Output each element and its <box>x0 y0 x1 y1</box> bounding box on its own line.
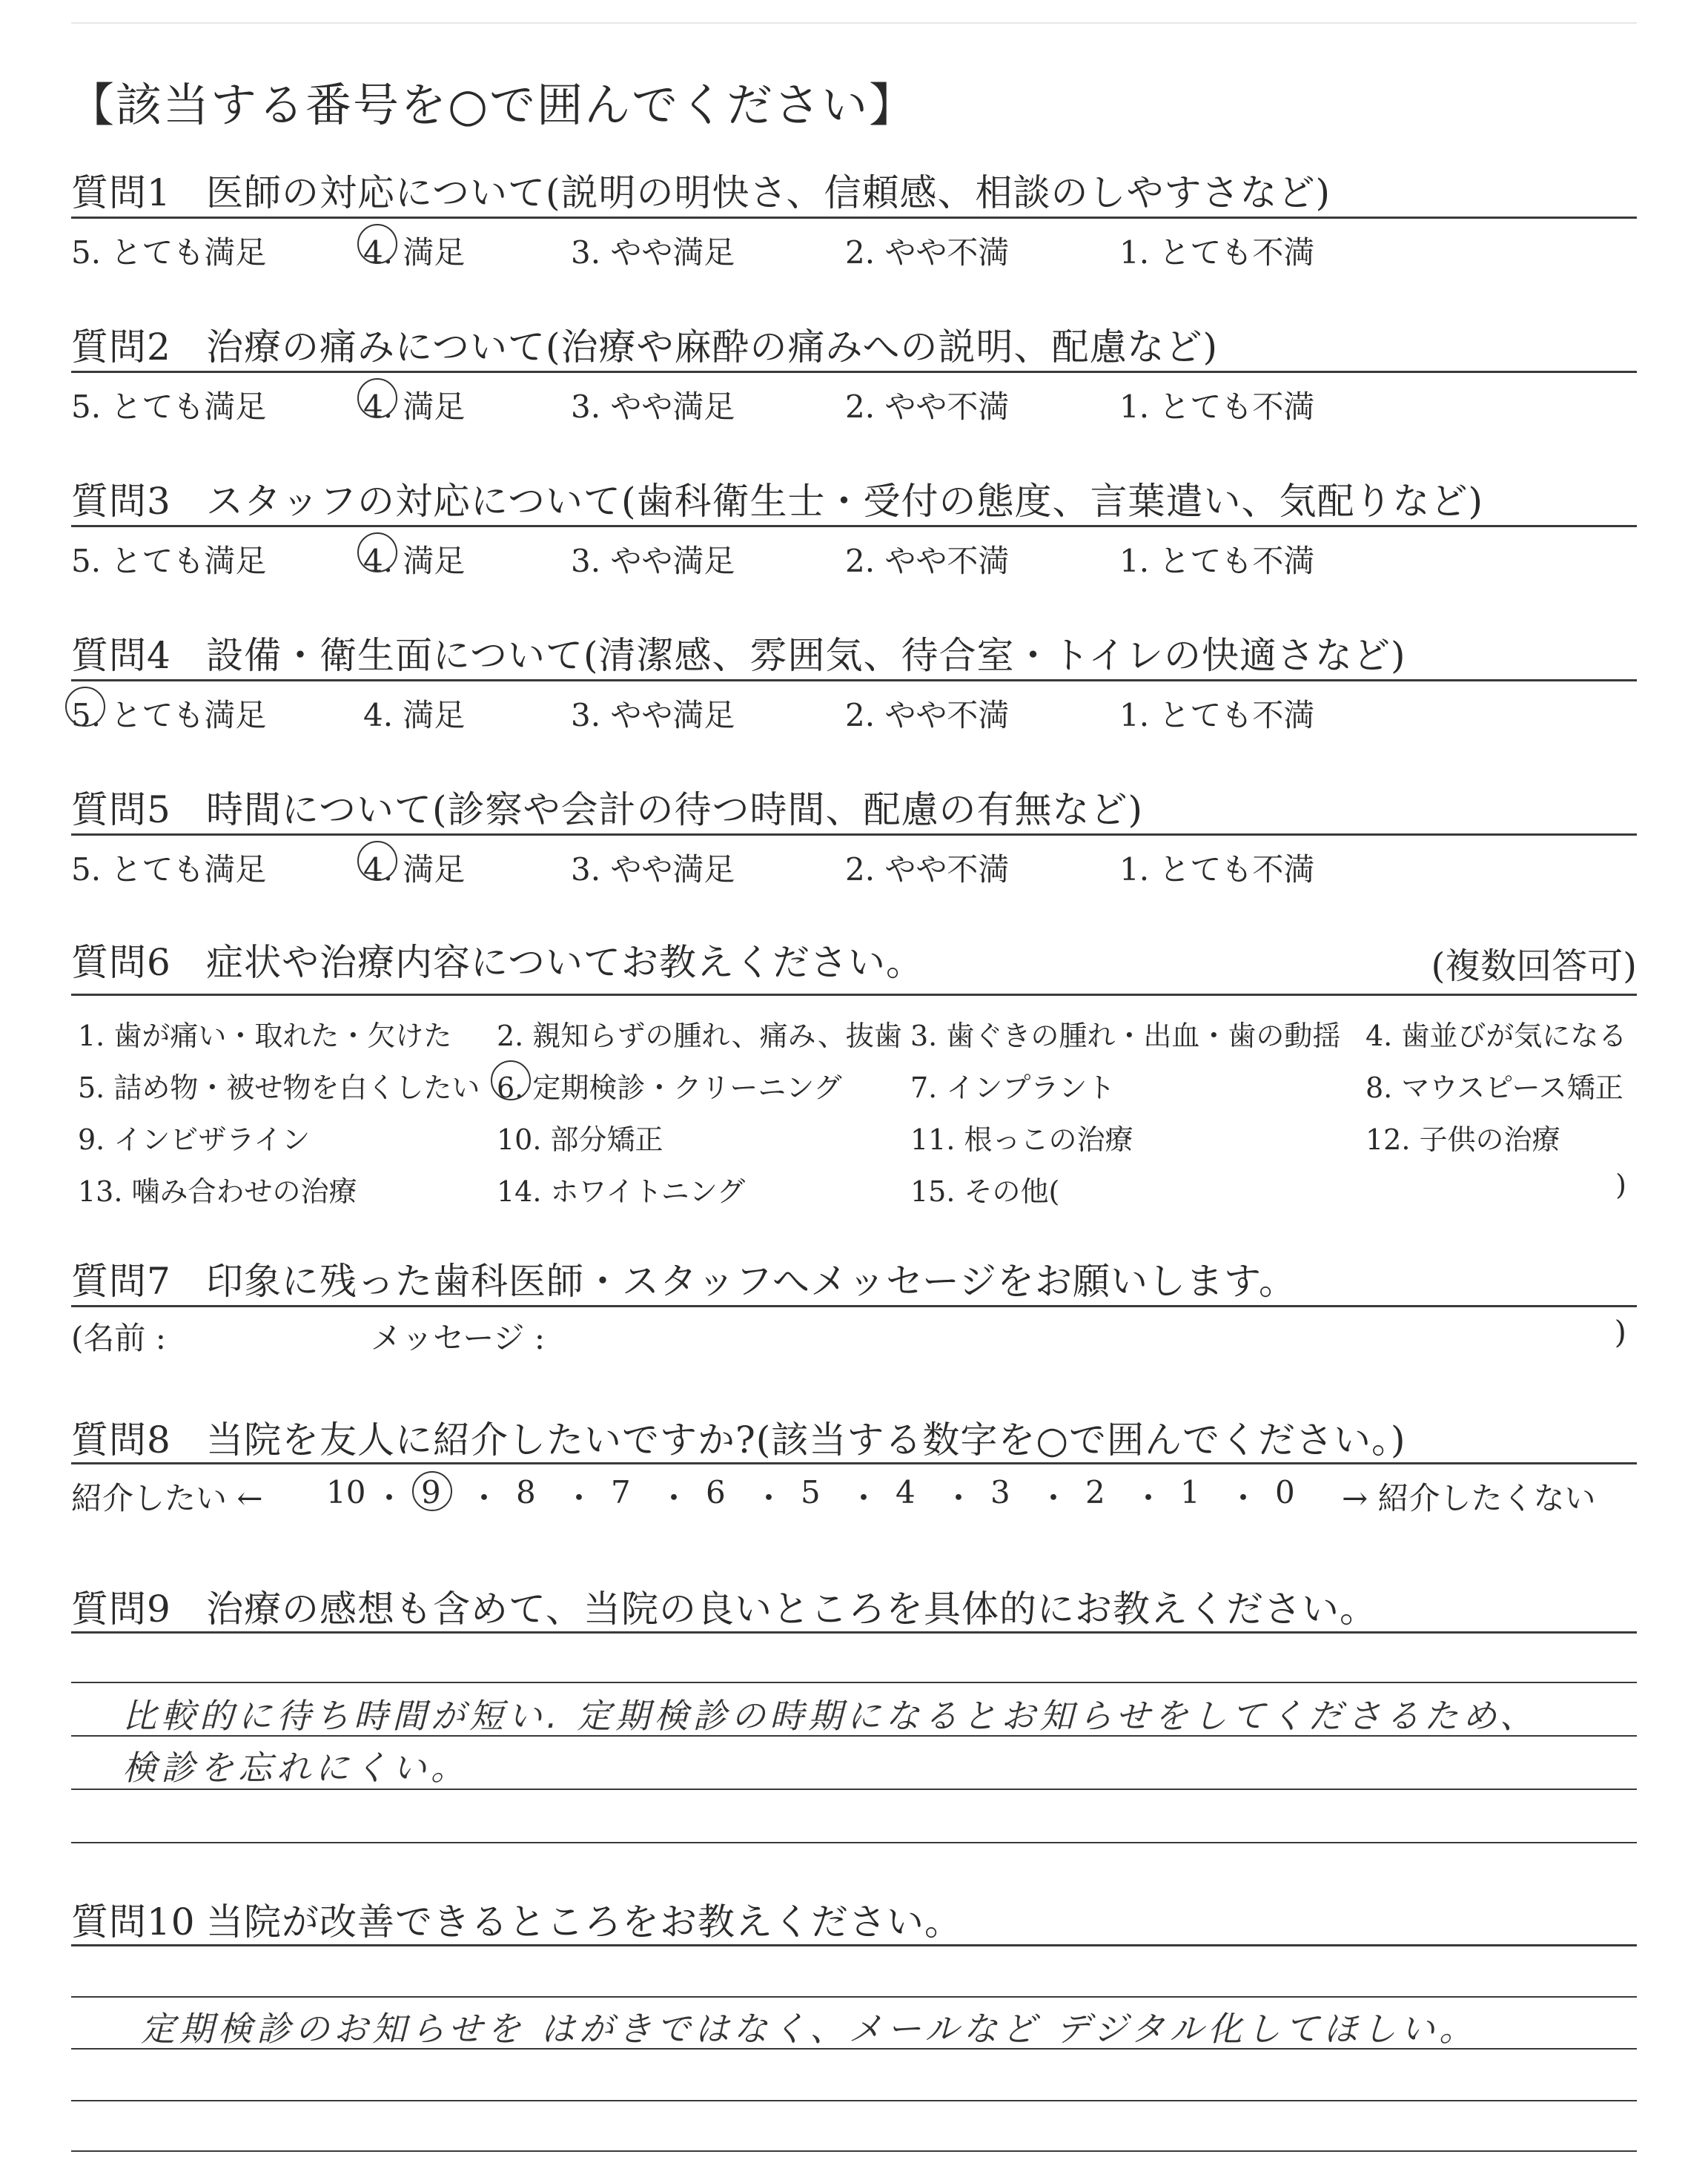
q1-rule <box>71 217 1637 219</box>
q4-number: 質問4 <box>71 634 171 677</box>
q1-title: 医師の対応について(説明の明快さ、信頼感、相談のしやすさなど) <box>206 171 1331 214</box>
q8-scale-value[interactable]: 10 <box>326 1474 366 1510</box>
q2-option[interactable]: 3. やや満足 <box>571 389 735 425</box>
q3-number: 質問3 <box>71 480 171 523</box>
q2-option[interactable]: 5. とても満足 <box>71 389 267 425</box>
q5-option[interactable]: 5. とても満足 <box>71 851 267 888</box>
q3-option[interactable]: 2. やや不満 <box>845 543 1010 579</box>
q3-rule <box>71 525 1637 527</box>
q6-option[interactable]: 6. 定期検診・クリーニング <box>497 1071 842 1104</box>
q8-left-label: 紹介したい ← <box>71 1480 263 1516</box>
q8-scale-separator: ・ <box>753 1480 785 1516</box>
q6-option[interactable]: 4. 歯並びが気になる <box>1366 1020 1627 1052</box>
q4-option[interactable]: 3. やや満足 <box>571 697 735 733</box>
q6-option[interactable]: 15. その他( <box>910 1175 1060 1208</box>
selection-circle <box>357 841 397 881</box>
q4-option[interactable]: 4. 満足 <box>363 697 466 733</box>
selection-circle <box>412 1471 452 1511</box>
selection-circle <box>357 224 397 264</box>
q8-scale-separator: ・ <box>1228 1480 1260 1516</box>
q2-option[interactable]: 2. やや不満 <box>845 389 1010 425</box>
q1-title-row <box>71 163 1331 217</box>
q5-title-row <box>71 780 1143 833</box>
q2-number: 質問2 <box>71 326 171 369</box>
q2-option[interactable]: 4. 満足 <box>363 389 466 425</box>
q10-answer-line <box>71 2150 1637 2152</box>
q5-title: 時間について(診察や会計の待つ時間、配慮の有無など) <box>206 788 1144 831</box>
q8-scale-value[interactable]: 3 <box>990 1474 1010 1510</box>
q6-option[interactable]: 8. マウスピース矯正 <box>1366 1071 1623 1104</box>
q8-scale-separator: ・ <box>563 1480 595 1516</box>
q8-scale-value[interactable]: 0 <box>1275 1474 1295 1510</box>
top-border <box>71 22 1637 24</box>
selection-circle <box>491 1060 531 1100</box>
q6-title: 症状や治療内容についてお教えください。 <box>206 941 924 984</box>
q2-option[interactable]: 1. とても不満 <box>1119 389 1315 425</box>
q6-option[interactable]: 5. 詰め物・被せ物を白くしたい <box>78 1071 480 1104</box>
q8-scale-value[interactable]: 8 <box>516 1474 536 1510</box>
q7-number: 質問7 <box>71 1260 171 1303</box>
q8-scale-value[interactable]: 7 <box>611 1474 631 1510</box>
q6-option[interactable]: 9. インビザライン <box>78 1123 311 1156</box>
q6-multi-note: (複数回答可) <box>1431 945 1637 987</box>
q9-answer-line <box>71 1842 1637 1843</box>
selection-circle <box>65 687 105 727</box>
q4-option[interactable]: 5. とても満足 <box>71 697 267 733</box>
q1-option[interactable]: 2. やや不満 <box>845 234 1010 271</box>
q8-scale-separator: ・ <box>469 1480 500 1516</box>
q6-option[interactable]: 3. 歯ぐきの腫れ・出血・歯の動揺 <box>910 1020 1341 1052</box>
q6-title-row <box>71 933 924 986</box>
q8-scale-separator: ・ <box>1133 1480 1165 1516</box>
q3-option[interactable]: 5. とても満足 <box>71 543 267 579</box>
q8-scale-value[interactable]: 4 <box>896 1474 916 1510</box>
q6-option[interactable]: ) <box>1615 1169 1626 1201</box>
q10-title: 当院が改善できるところをお教えください。 <box>206 1900 962 1943</box>
q9-handwritten-line-1: 比較的に待ち時間が短い. 定期検診の時期になるとお知らせをしてくださるため、 <box>122 1696 1539 1736</box>
q8-scale-separator: ・ <box>848 1480 880 1516</box>
q3-option[interactable]: 1. とても不満 <box>1119 543 1315 579</box>
q10-handwritten-line-1: 定期検診のお知らせを はがきではなく、メールなど デジタル化してほしい。 <box>141 2009 1478 2049</box>
q4-title-row <box>71 626 1406 679</box>
q8-right-label: → 紹介したくない <box>1342 1480 1596 1516</box>
q7-close-paren: ) <box>1614 1314 1626 1350</box>
q5-option[interactable]: 3. やや満足 <box>571 851 735 888</box>
q4-option[interactable]: 1. とても不満 <box>1119 697 1315 733</box>
q10-answer-line <box>71 2100 1637 2101</box>
q6-option[interactable]: 12. 子供の治療 <box>1366 1123 1560 1156</box>
q5-option[interactable]: 2. やや不満 <box>845 851 1010 888</box>
q6-option[interactable]: 7. インプラント <box>910 1071 1116 1104</box>
q2-title-row <box>71 317 1218 371</box>
q8-scale-value[interactable]: 6 <box>706 1474 726 1510</box>
q3-option[interactable]: 3. やや満足 <box>571 543 735 579</box>
q4-title: 設備・衛生面について(清潔感、雰囲気、待合室・トイレの快適さなど) <box>206 634 1406 677</box>
q1-option[interactable]: 1. とても不満 <box>1119 234 1315 271</box>
q8-scale-value[interactable]: 1 <box>1180 1474 1200 1510</box>
q9-title: 治療の感想も含めて、当院の良いところを具体的にお教えください。 <box>206 1588 1377 1631</box>
q10-rule <box>71 1944 1637 1946</box>
q8-number: 質問8 <box>71 1418 171 1462</box>
q4-rule <box>71 679 1637 681</box>
q9-number: 質問9 <box>71 1588 171 1631</box>
q3-option[interactable]: 4. 満足 <box>363 543 466 579</box>
q8-title: 当院を友人に紹介したいですか?(該当する数字を○で囲んでください。) <box>206 1418 1406 1462</box>
q10-title-row <box>71 1892 962 1946</box>
selection-circle <box>357 532 397 572</box>
q7-name-label: (名前 : <box>71 1320 166 1356</box>
q7-title-row <box>71 1252 1297 1305</box>
page-heading: 【該当する番号を○で囲んでください】 <box>68 78 917 132</box>
q2-rule <box>71 371 1637 373</box>
q8-scale-value[interactable]: 9 <box>421 1474 441 1510</box>
q2-title: 治療の痛みについて(治療や麻酔の痛みへの説明、配慮など) <box>206 326 1219 369</box>
q6-option[interactable]: 1. 歯が痛い・取れた・欠けた <box>78 1020 452 1052</box>
q3-title-row <box>71 472 1483 525</box>
q6-option[interactable]: 2. 親知らずの腫れ、痛み、抜歯 <box>497 1020 902 1052</box>
q5-rule <box>71 833 1637 836</box>
q8-scale-separator: ・ <box>374 1480 406 1516</box>
q8-rule <box>71 1462 1637 1464</box>
q6-option[interactable]: 14. ホワイトニング <box>497 1175 746 1208</box>
q8-scale-separator: ・ <box>943 1480 975 1516</box>
q8-title-row <box>71 1410 1406 1464</box>
q6-option[interactable]: 13. 噛み合わせの治療 <box>78 1175 357 1208</box>
q9-answer-line <box>71 1682 1637 1683</box>
q1-option[interactable]: 3. やや満足 <box>571 234 735 271</box>
q1-option[interactable]: 5. とても満足 <box>71 234 267 271</box>
q6-option[interactable]: 10. 部分矯正 <box>497 1123 663 1156</box>
q9-title-row <box>71 1579 1377 1633</box>
q6-number: 質問6 <box>71 941 171 984</box>
q6-option[interactable]: 11. 根っこの治療 <box>910 1123 1133 1156</box>
q10-answer-line <box>71 1996 1637 1998</box>
q8-scale-value[interactable]: 5 <box>801 1474 821 1510</box>
q1-number: 質問1 <box>71 171 171 214</box>
q4-option[interactable]: 2. やや不満 <box>845 697 1010 733</box>
q8-scale-separator: ・ <box>1038 1480 1070 1516</box>
q5-option[interactable]: 1. とても不満 <box>1119 851 1315 888</box>
q8-scale-separator: ・ <box>658 1480 690 1516</box>
q9-handwritten-line-2: 検診を忘れにくい。 <box>122 1748 469 1788</box>
q1-option[interactable]: 4. 満足 <box>363 234 466 271</box>
q7-rule <box>71 1305 1637 1307</box>
q5-number: 質問5 <box>71 788 171 831</box>
q7-title: 印象に残った歯科医師・スタッフへメッセージをお願いします。 <box>206 1260 1297 1303</box>
q8-scale-value[interactable]: 2 <box>1085 1474 1105 1510</box>
q5-option[interactable]: 4. 満足 <box>363 851 466 888</box>
q9-rule <box>71 1631 1637 1634</box>
selection-circle <box>357 378 397 418</box>
q10-number: 質問10 <box>71 1900 196 1943</box>
q3-title: スタッフの対応について(歯科衛生士・受付の態度、言葉遣い、気配りなど) <box>206 480 1484 523</box>
q6-rule <box>71 994 1637 996</box>
q7-message-label: メッセージ : <box>371 1320 545 1356</box>
